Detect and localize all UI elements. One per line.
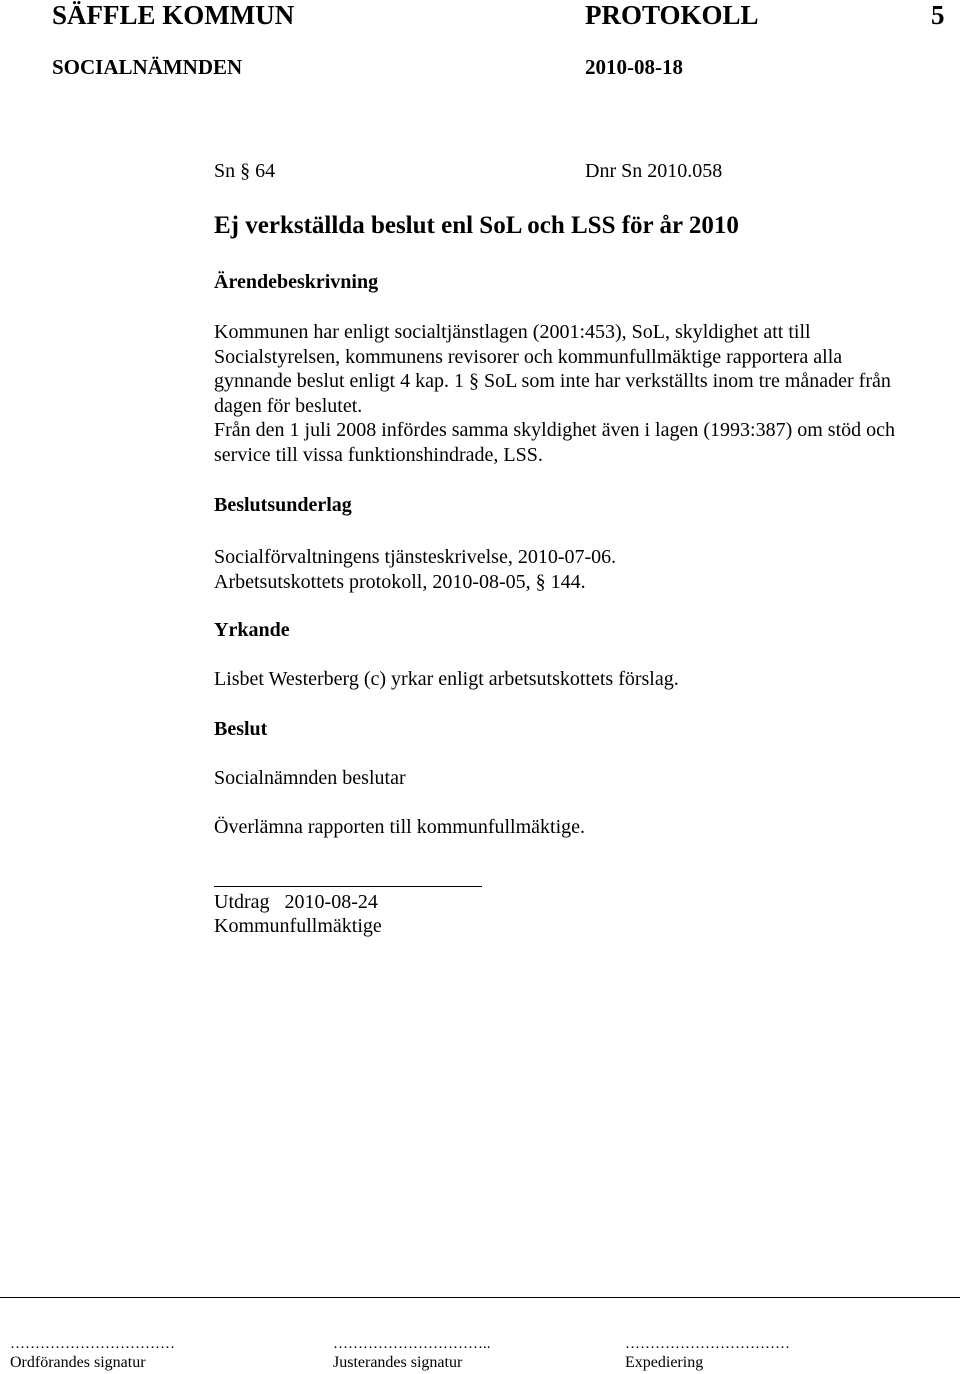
beslut-intro: Socialnämnden beslutar — [214, 767, 406, 789]
item-number: Sn § 64 — [214, 160, 276, 182]
utdrag-divider — [214, 886, 482, 887]
signature-dots: …………………………… — [10, 1336, 175, 1352]
heading-beslut: Beslut — [214, 718, 268, 740]
page-number: 5 — [931, 0, 945, 30]
beslut-decision: Överlämna rapporten till kommunfullmäktige. — [214, 816, 586, 838]
arende-line: service till vissa funktionshindrade, LSS. — [214, 443, 543, 466]
arende-line: Kommunen har enligt socialtjänstlagen (2001:453), SoL, skyldighet att till — [214, 321, 811, 343]
heading-arendebeskrivning: Ärendebeskrivning — [214, 271, 379, 293]
underlag-list — [214, 545, 616, 594]
signature-label-expediering: Expediering — [625, 1354, 704, 1371]
committee-name: SOCIALNÄMNDEN — [52, 55, 243, 79]
meeting-date: 2010-08-18 — [585, 55, 683, 79]
yrkande-text: Lisbet Westerberg (c) yrkar enligt arbetsutskottets förslag. — [214, 668, 679, 690]
arende-line: Socialstyrelsen, kommunens revisorer och kommunfullmäktige rapportera alla — [214, 345, 843, 368]
org-name: SÄFFLE KOMMUN — [52, 0, 295, 30]
arende-line: dagen för beslutet. — [214, 394, 363, 417]
heading-yrkande: Yrkande — [214, 619, 290, 641]
doc-type: PROTOKOLL — [585, 0, 759, 30]
signature-dots: …………………………… — [625, 1336, 790, 1352]
arende-line: Från den 1 juli 2008 infördes samma skyldighet även i lagen (1993:387) om stöd och — [214, 419, 895, 441]
utdrag-recipient: Kommunfullmäktige — [214, 915, 382, 937]
arende-line: gynnande beslut enligt 4 kap. 1 § SoL som inte har verkställts inom tre månader från — [214, 370, 891, 392]
item-title: Ej verkställda beslut enl SoL och LSS för år 2010 — [214, 212, 739, 239]
utdrag-date: Utdrag 2010-08-24 — [214, 891, 378, 913]
signature-label-chair: Ordförandes signatur — [10, 1354, 146, 1371]
signature-label-adjuster: Justerandes signatur — [333, 1354, 463, 1371]
underlag-item: Socialförvaltningens tjänsteskrivelse, 2010-07-06. — [214, 546, 617, 568]
signature-dots: ………………………….. — [333, 1336, 491, 1352]
arende-paragraph — [214, 320, 895, 467]
dnr: Dnr Sn 2010.058 — [585, 160, 723, 182]
heading-beslutsunderlag: Beslutsunderlag — [214, 494, 352, 516]
underlag-item: Arbetsutskottets protokoll, 2010-08-05, § 144. — [214, 570, 586, 593]
footer-divider — [0, 1297, 960, 1298]
